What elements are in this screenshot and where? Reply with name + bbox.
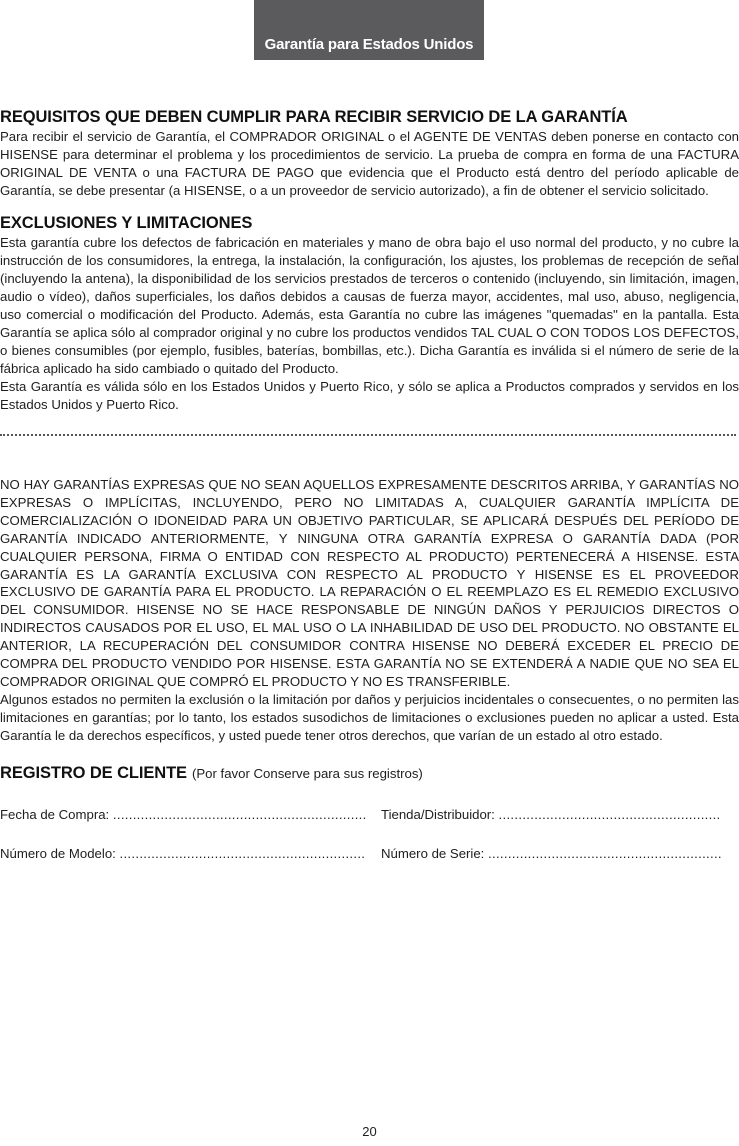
page-number: 20 bbox=[362, 1124, 377, 1139]
section-header-tab bbox=[254, 0, 484, 60]
purchase-date-field[interactable] bbox=[0, 806, 381, 824]
section-header-title: Garantía para Estados Unidos bbox=[264, 36, 474, 53]
requirements-heading: REQUISITOS QUE DEBEN CUMPLIR PARA RECIBIR SERVICIO DE LA GARANTÍA bbox=[0, 108, 628, 126]
registration-subheading: (Por favor Conserve para sus registros) bbox=[191, 765, 423, 781]
dotted-divider bbox=[0, 434, 736, 436]
serial-number-label: Número de Serie: bbox=[381, 845, 485, 861]
store-field[interactable] bbox=[381, 806, 736, 824]
document-body bbox=[0, 107, 739, 863]
registration-header bbox=[0, 763, 739, 784]
serial-number-blank[interactable]: ........................................................... bbox=[488, 845, 722, 861]
registration-row-1 bbox=[0, 806, 739, 824]
disclaimer-caps-paragraph: NO HAY GARANTÍAS EXPRESAS QUE NO SEAN AQUELLOS EXPRESAMENTE DESCRITOS ARRIBA, Y GARANTÍAS NO EXPRESAS O IMPLÍCITAS, INCLUYENDO, PERO NO LIMITADAS A, CUALQUIER GARANTÍA IMPLÍCITA DE COMERCIALIZACIÓN O IDONEIDAD PARA UN OBJETIVO PARTICULAR, SE APLICARÁ DESPUÉS DEL PERÍODO DE GARANTÍA INDICADO ANTERIORMENTE, Y NINGUNA OTRA GARANTÍA EXPRESA O GARANTÍA DADA (POR CUALQUIER PERSONA, FIRMA O ENTIDAD CON RESPECTO AL PRODUCTO) PERTENECERÁ A HISENSE. ESTA GARANTÍA ES LA GARANTÍA EXCLUSIVA CON RESPECTO AL PRODUCTO Y HISENSE ES EL PROVEEDOR EXCLUSIVO DE GARANTÍA PARA EL PRODUCTO. LA REPARACIÓN O EL REEMPLAZO ES EL REMEDIO EXCLUSIVO DEL CONSUMIDOR. HISENSE NO SE HACE RESPONSABLE DE NINGÚN DAÑOS Y PERJUICIOS DIRECTOS O INDIRECTOS CAUSADOS POR EL USO, EL MAL USO O LA INHABILIDAD DE USO DEL PRODUCTO. NO OBSTANTE EL ANTERIOR, LA RECUPERACIÓN DEL CONSUMIDOR CONTRA HISENSE NO DEBERÁ EXCEDER EL PRECIO DE COMPRA DEL PRODUCTO VENDIDO POR HISENSE. ESTA GARANTÍA NO SE EXTENDERÁ A NADIE QUE NO SEA EL COMPRADOR ORIGINAL QUE COMPRÓ EL PRODUCTO Y NO ES TRANSFERIBLE. bbox=[0, 477, 739, 689]
exclusions-heading: EXCLUSIONES Y LIMITACIONES bbox=[0, 214, 253, 232]
requirements-paragraph: Para recibir el servicio de Garantía, el COMPRADOR ORIGINAL o el AGENTE DE VENTAS deben ponerse en contacto con HISENSE para determinar el problema y los procedimientos de servicio. La prueba de compra en forma de una FACTURA ORIGINAL DE VENTA o una FACTURA DE PAGO que evidencia que el Producto está dentro del período aplicable de Garantía, se debe presentar (a HISENSE, o a un proveedor de servicio autorizado), a fin de obtener el servicio solicitado. bbox=[0, 129, 739, 198]
store-label: Tienda/Distribuidor: bbox=[381, 806, 495, 822]
exclusions-paragraph: Esta garantía cubre los defectos de fabricación en materiales y mano de obra bajo el uso normal del producto, y no cubre la instrucción de los consumidores, la entrega, la instalación, la configuración, los ajustes, los problemas de recepción de señal (incluyendo la antena), la disponibilidad de los servicios prestados de terceros o contenido (incluyendo, sin limitación, imagen, audio o vídeo), daños superficiales, los daños debidos a causas de fuerza mayor, accidentes, mal uso, abuso, negligencia, uso comercial o modificación del Producto. Además, esta Garantía no cubre las imágenes "quemadas" en la pantalla. Esta Garantía se aplica sólo al comprador original y no cubre los productos vendidos TAL CUAL O CON TODOS LOS DEFECTOS, o bienes consumibles (por ejemplo, fusibles, baterías, bombillas, etc.). Dicha Garantía es inválida si el número de serie de la fábrica aplicado ha sido cambiado o quitado del Producto. bbox=[0, 235, 739, 376]
model-number-field[interactable] bbox=[0, 845, 381, 863]
model-number-label: Número de Modelo: bbox=[0, 845, 116, 861]
purchase-date-label: Fecha de Compra: bbox=[0, 806, 110, 822]
model-number-blank[interactable]: .............................................................. bbox=[119, 845, 366, 861]
registration-row-2 bbox=[0, 845, 739, 863]
disclaimer-states-paragraph: Algunos estados no permiten la exclusión o la limitación por daños y perjuicios incidentales o consecuentes, o no permiten las limitaciones en garantías; por lo tanto, los estados susodichos de limitaciones o exclusiones pueden no aplicar a usted. Esta Garantía le da derechos específicos, y usted puede tener otros derechos, que varían de un estado al otro estado. bbox=[0, 691, 739, 743]
registration-heading: REGISTRO DE CLIENTE bbox=[0, 763, 187, 782]
store-blank[interactable]: ........................................................ bbox=[498, 806, 721, 822]
exclusions-territory-paragraph: Esta Garantía es válida sólo en los Estados Unidos y Puerto Rico, y sólo se aplica a Productos comprados y servidos en los Estados Unidos y Puerto Rico. bbox=[0, 379, 739, 412]
serial-number-field[interactable] bbox=[381, 845, 736, 863]
purchase-date-blank[interactable]: ................................................................ bbox=[112, 806, 367, 822]
